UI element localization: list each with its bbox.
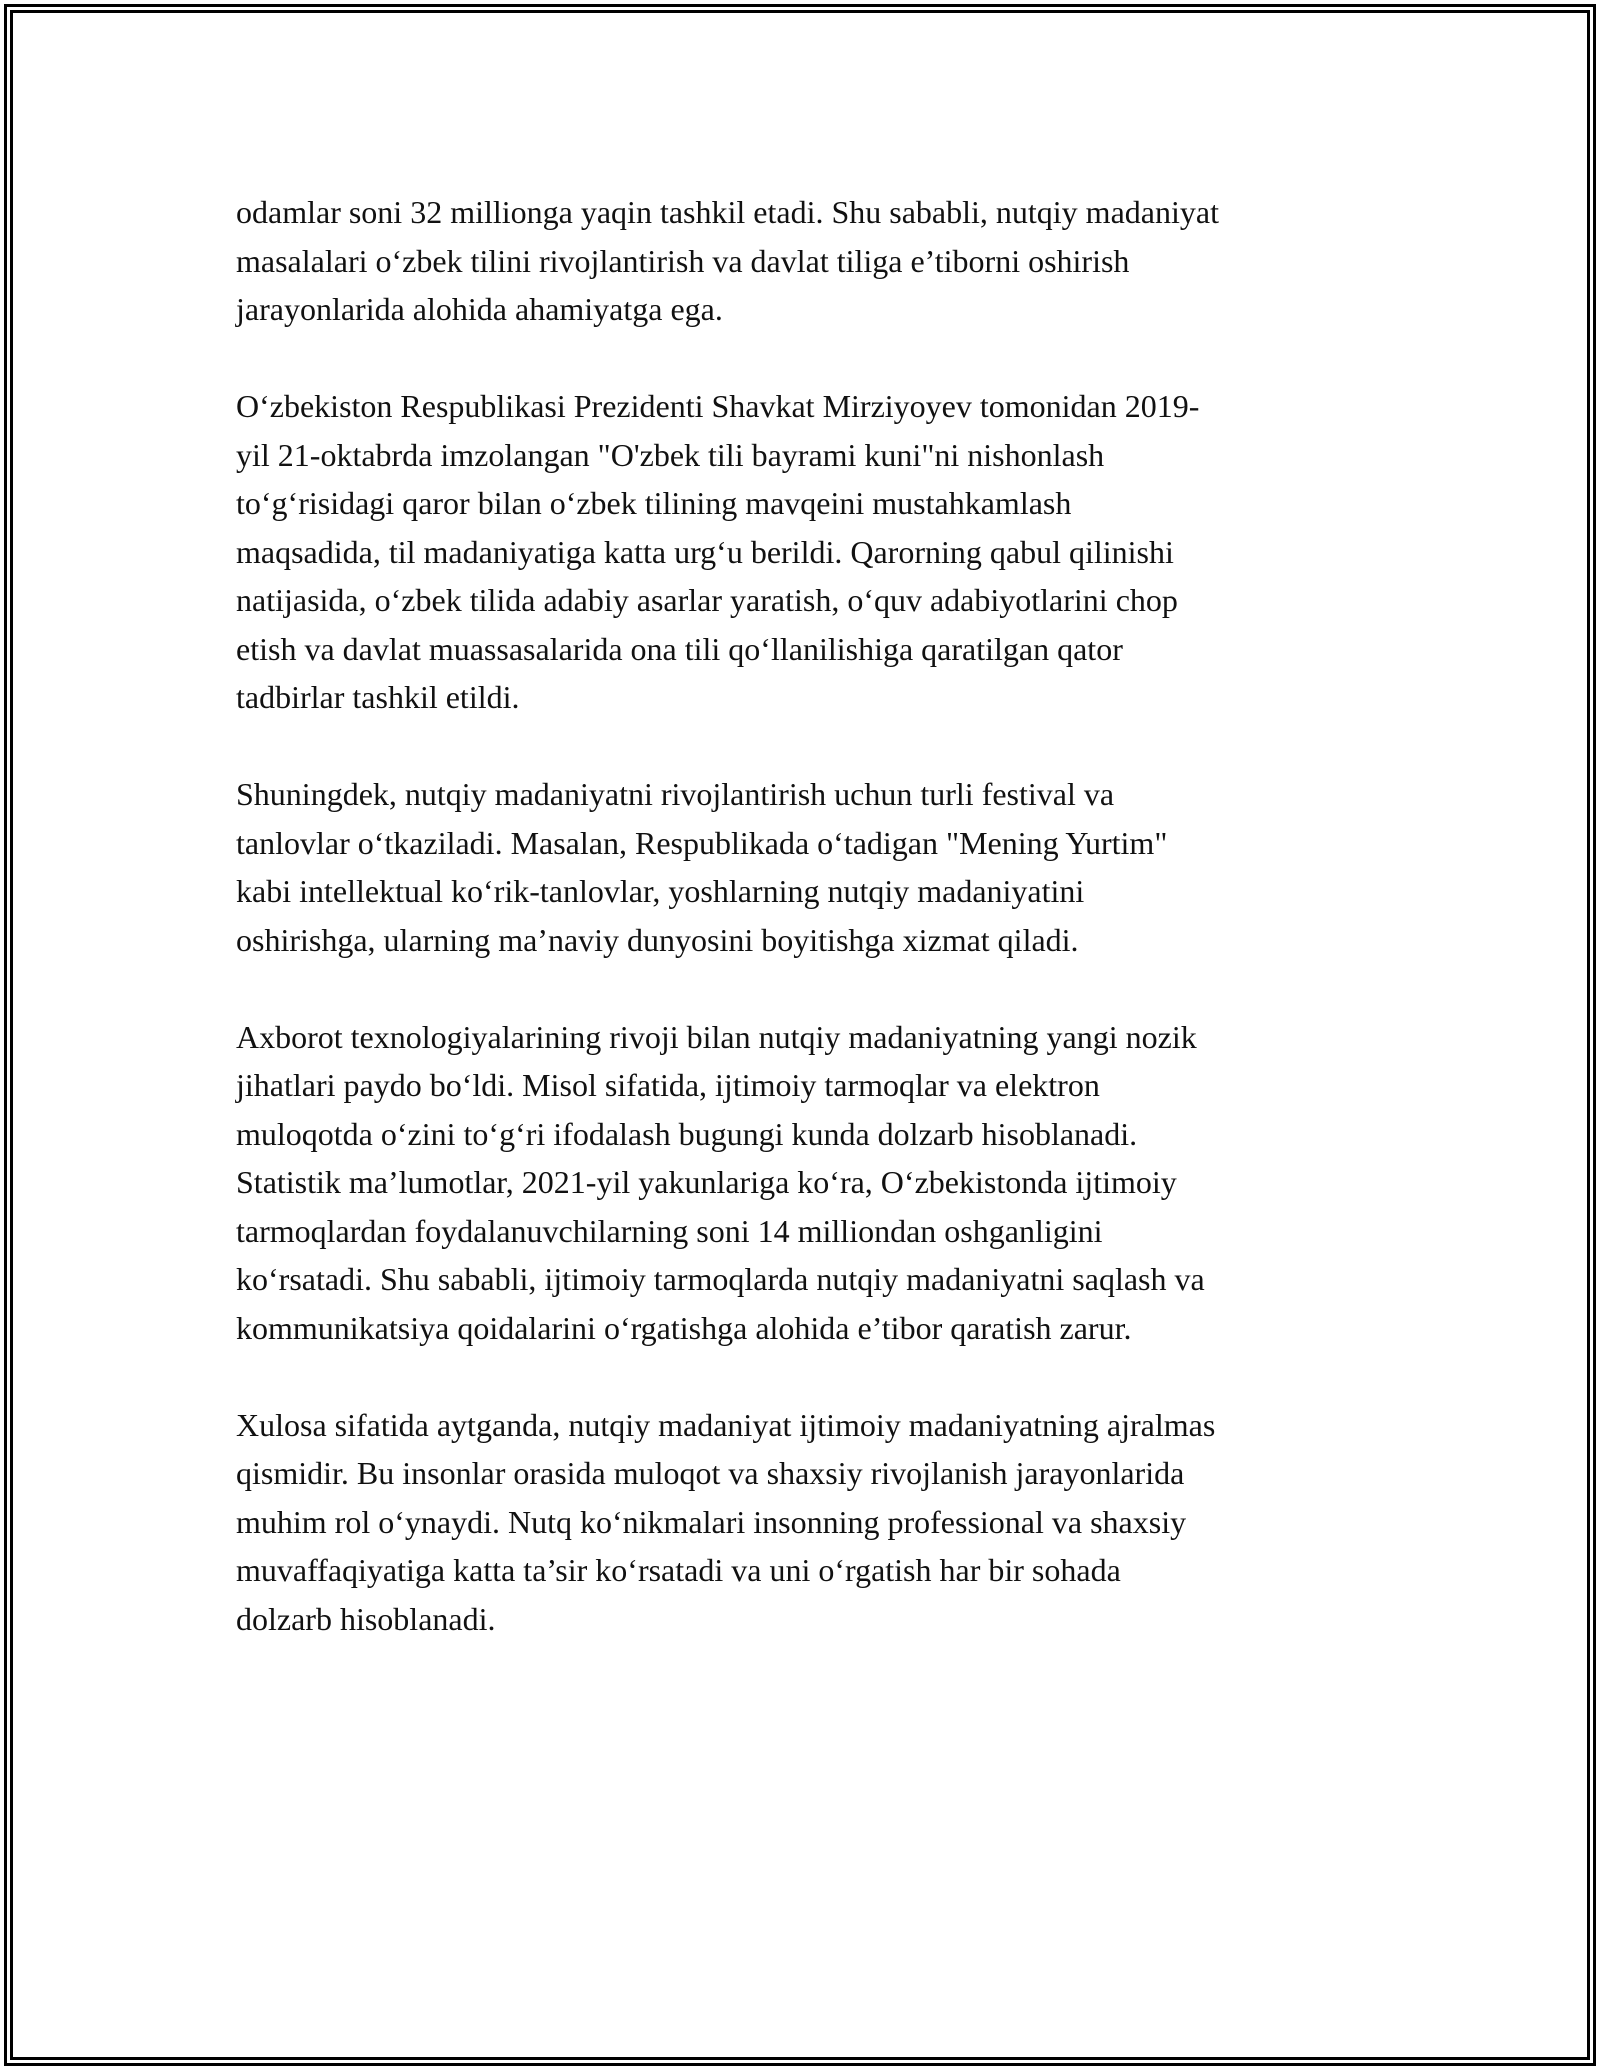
text-line: jarayonlarida alohida ahamiyatga ega.: [236, 291, 723, 327]
text-line: qismidir. Bu insonlar orasida muloqot va shaxsiy rivojlanish jarayonlarida: [236, 1455, 1185, 1491]
text-line: tadbirlar tashkil etildi.: [236, 679, 520, 715]
text-line: tanlovlar o‘tkaziladi. Masalan, Respublikada o‘tadigan "Mening Yurtim": [236, 824, 1168, 861]
paragraph-1: [236, 188, 1396, 334]
text-line: etish va davlat muassasalarida ona tili qo‘llanilishiga qaratilgan qator: [236, 630, 1123, 667]
paragraph-3: [236, 770, 1396, 964]
text-line: ko‘rsatadi. Shu sababli, ijtimoiy tarmoqlarda nutqiy madaniyatni saqlash va: [236, 1261, 1205, 1297]
text-line: muhim rol o‘ynaydi. Nutq ko‘nikmalari insonning professional va shaxsiy: [236, 1503, 1187, 1540]
text-line: masalalari o‘zbek tilini rivojlantirish va davlat tiliga e’tiborni oshirish: [236, 242, 1130, 279]
text-line: Shuningdek, nutqiy madaniyatni rivojlantirish uchun turli festival va: [236, 776, 1115, 812]
text-line: dolzarb hisoblanadi.: [236, 1600, 496, 1637]
text-line: Statistik ma’lumotlar, 2021-yil yakunlariga ko‘ra, O‘zbekistonda ijtimoiy: [236, 1164, 1177, 1200]
text-line: kommunikatsiya qoidalarini o‘rgatishga alohida e’tibor qaratish zarur.: [236, 1309, 1132, 1346]
paragraph-2: [236, 382, 1396, 722]
text-line: maqsadida, til madaniyatiga katta urg‘u berildi. Qarorning qabul qilinishi: [236, 533, 1174, 570]
text-line: O‘zbekiston Respublikasi Prezidenti Shavkat Mirziyoyev tomonidan 2019-: [236, 388, 1200, 424]
paragraph-5: [236, 1401, 1396, 1644]
text-line: tarmoqlardan foydalanuvchilarning soni 14 milliondan oshganligini: [236, 1212, 1103, 1249]
text-line: oshirishga, ularning ma’naviy dunyosini boyitishga xizmat qiladi.: [236, 921, 1079, 958]
text-line: Axborot texnologiyalarining rivoji bilan nutqiy madaniyatning yangi nozik: [236, 1018, 1197, 1055]
text-line: to‘g‘risidagi qaror bilan o‘zbek tilining mavqeini mustahkamlash: [236, 485, 1072, 521]
document-body: [236, 188, 1396, 1692]
text-line: jihatlari paydo bo‘ldi. Misol sifatida, ijtimoiy tarmoqlar va elektron: [236, 1067, 1100, 1103]
text-line: muvaffaqiyatiga katta ta’sir ko‘rsatadi va uni o‘rgatish har bir sohada: [236, 1552, 1121, 1588]
text-line: Xulosa sifatida aytganda, nutqiy madaniyat ijtimoiy madaniyatning ajralmas: [236, 1406, 1216, 1443]
text-line: yil 21-oktabrda imzolangan "O'zbek tili bayrami kuni"ni nishonlash: [236, 436, 1105, 473]
text-line: muloqotda o‘zini to‘g‘ri ifodalash bugungi kunda dolzarb hisoblanadi.: [236, 1115, 1138, 1152]
text-line: kabi intellektual ko‘rik-tanlovlar, yoshlarning nutqiy madaniyatini: [236, 873, 1085, 909]
text-line: natijasida, o‘zbek tilida adabiy asarlar yaratish, o‘quv adabiyotlarini chop: [236, 582, 1178, 618]
paragraph-4: [236, 1013, 1396, 1353]
text-line: odamlar soni 32 millionga yaqin tashkil etadi. Shu sababli, nutqiy madaniyat: [236, 194, 1219, 230]
